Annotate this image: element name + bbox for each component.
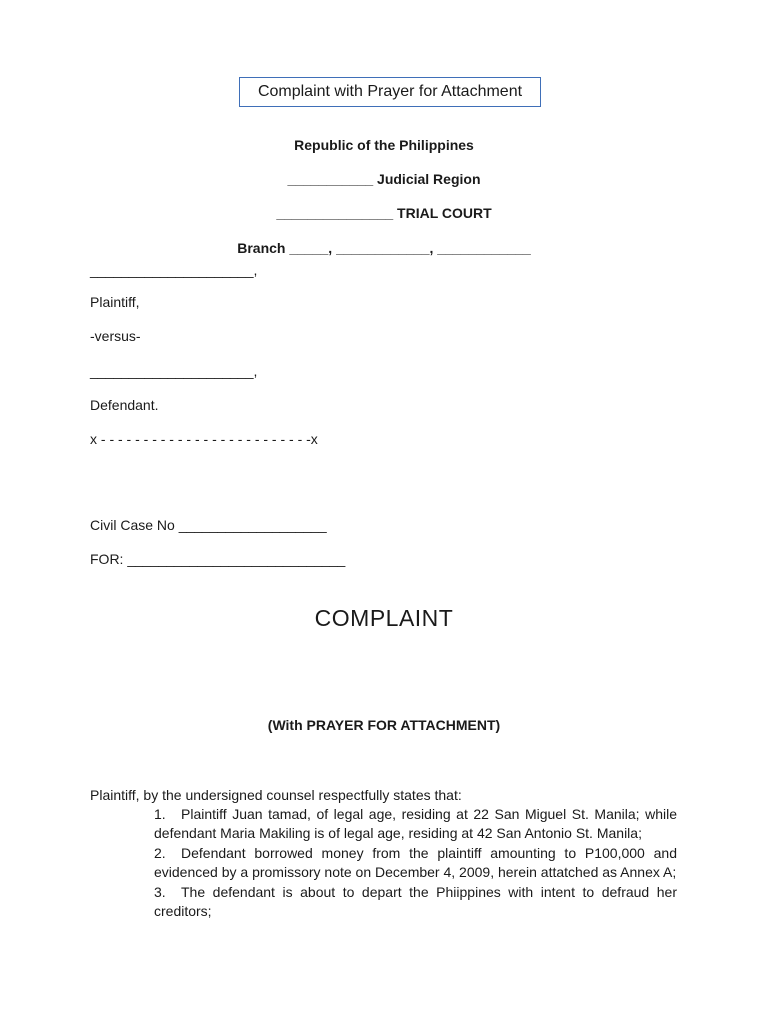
document-title: Complaint with Prayer for Attachment: [257, 83, 523, 100]
republic-heading: Republic of the Philippines: [294, 137, 474, 153]
document-title-box: [239, 77, 541, 107]
caption-separator: x - - - - - - - - - - - - - - - - - - - - - - - - -x: [90, 431, 318, 447]
defendant-label: Defendant.: [90, 397, 159, 413]
branch-line: Branch _____, ____________, ____________: [237, 240, 531, 256]
for-line: FOR: ____________________________: [90, 551, 346, 567]
allegation-paragraph: [154, 883, 677, 921]
defendant-name-blank: _____________________,: [90, 363, 258, 379]
plaintiff-name-blank: _____________________,: [90, 262, 258, 278]
paragraph-number: 3.: [154, 884, 166, 900]
judicial-region-line: ___________ Judicial Region: [287, 171, 481, 187]
paragraph-text: Plaintiff Juan tamad, of legal age, residing at 22 San Miguel St. Manila; while defendant Maria Makiling is of legal age, residing at 42 San Antonio St. Manila;: [154, 806, 677, 841]
paragraph-text: The defendant is about to depart the Phiippines with intent to defraud her creditors;: [154, 884, 677, 919]
versus-label: -versus-: [90, 328, 141, 344]
paragraph-number: 1.: [154, 806, 166, 822]
paragraph-text: Defendant borrowed money from the plaintiff amounting to P100,000 and evidenced by a promissory note on December 4, 2009, herein attatched as Annex A;: [154, 845, 677, 880]
prayer-subheading: (With PRAYER FOR ATTACHMENT): [267, 717, 501, 733]
plaintiff-label: Plaintiff,: [90, 294, 140, 310]
allegation-paragraph: [154, 805, 677, 843]
allegation-paragraph: [154, 844, 677, 882]
complaint-heading: COMPLAINT: [314, 605, 454, 631]
paragraph-number: 2.: [154, 845, 166, 861]
trial-court-line: _______________ TRIAL COURT: [276, 205, 492, 221]
intro-statement: Plaintiff, by the undersigned counsel respectfully states that:: [90, 787, 462, 803]
civil-case-line: Civil Case No ___________________: [90, 517, 327, 533]
